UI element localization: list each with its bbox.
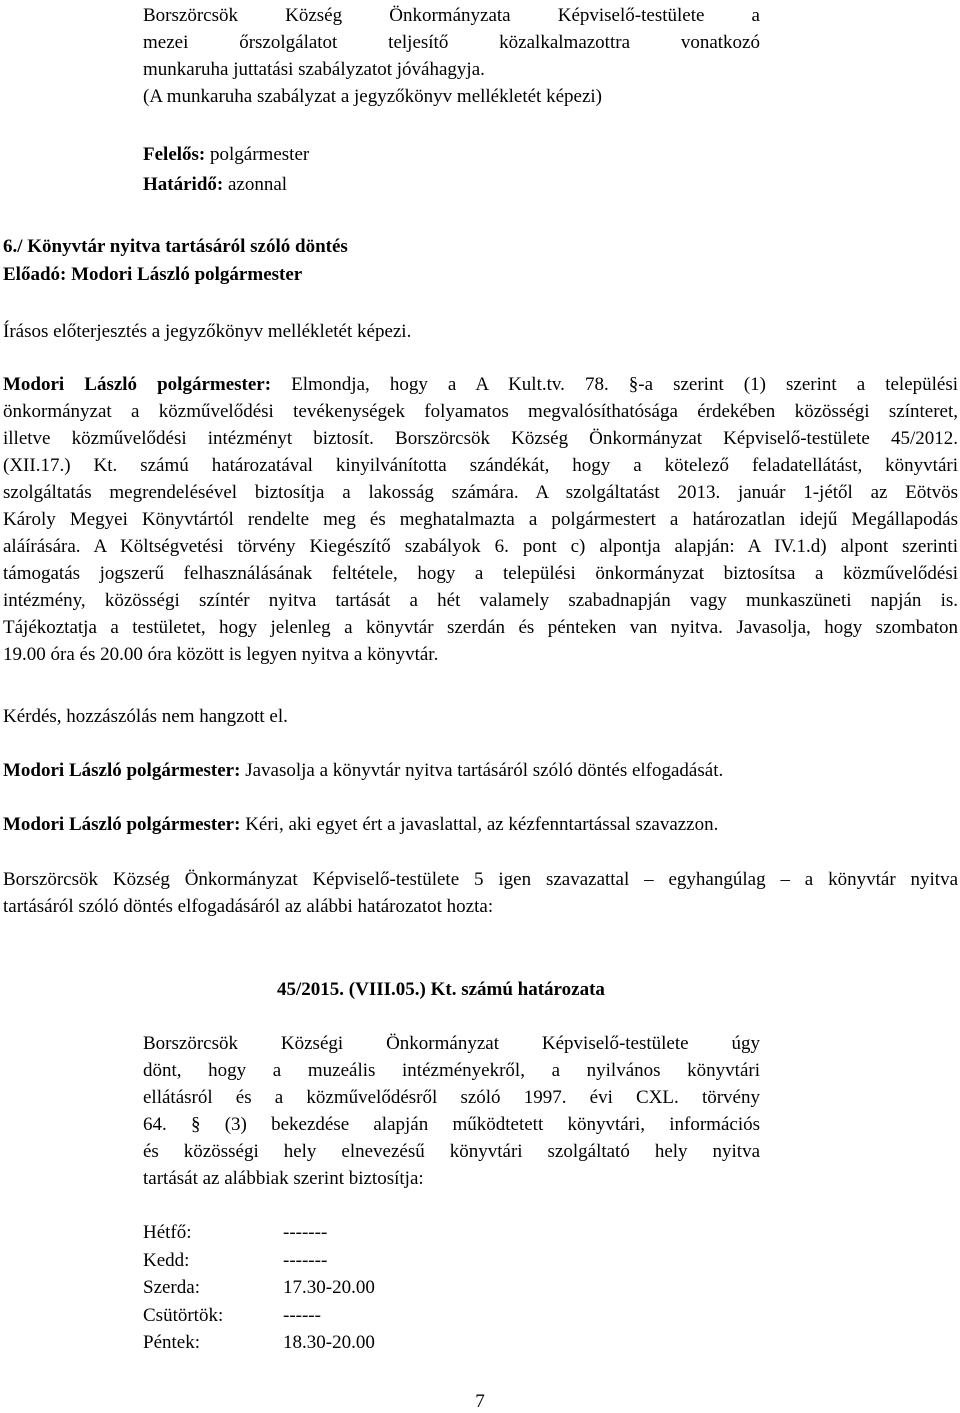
responsible-label: Felelős:: [143, 144, 206, 165]
text-line: illetve közművelődési intézményt biztosít. Borszörcsök Község Önkormányzat Képviselő-testülete 45/2012.: [3, 428, 958, 449]
text-line: aláírására. A Költségvetési törvény Kiegészítő szabályok 6. pont c) alpontja alapján: A IV.1.d) alpont szerinti: [3, 536, 958, 557]
agenda-item-heading: 6./ Könyvtár nyitva tartásáról szóló döntés: [3, 236, 348, 257]
speech-text: Kéri, aki egyet ért a javaslattal, az kézfenntartással szavazzon.: [245, 814, 719, 835]
text-line: szolgáltatás megrendelésével biztosítja a lakosság számára. A szolgáltatást 2013. január 1-jétől az Eötvös: [3, 482, 958, 503]
opening-hours-row: [143, 1219, 375, 1247]
text-line: tartását az alábbiak szerint biztosítja:: [143, 1168, 424, 1189]
day-name: Kedd:: [143, 1249, 190, 1271]
page-number: 7: [475, 1391, 485, 1412]
text-line: Tájékoztatja a testületet, hogy jelenleg a könyvtár szerdán és pénteken van nyitva. Javasolja, hogy szombaton: [3, 617, 958, 638]
day-name: Hétfő:: [143, 1222, 192, 1243]
speech-text: Elmondja, hogy a A Kult.tv. 78. §-a szerint (1) szerint a települési: [291, 374, 959, 395]
text-line: Borszörcsök Község Önkormányzata Képviselő-testülete a: [143, 5, 760, 26]
opening-hours-row: [143, 1247, 375, 1275]
text-line: támogatás jogszerű felhasználásának feltétele, hogy a települési önkormányzat biztosítsa a közművelődési: [3, 563, 958, 584]
opening-time: 17.30-20.00: [283, 1277, 375, 1298]
mayor-vote-call: [3, 811, 718, 838]
text-line: [3, 371, 958, 398]
opening-time: -------: [283, 1249, 328, 1271]
responsible-line: [143, 141, 309, 168]
deadline-label: Határidő:: [143, 174, 224, 195]
text-line: Borszörcsök Községi Önkormányzat Képviselő-testülete úgy: [143, 1033, 760, 1054]
text-line: önkormányzat a közművelődési tevékenységek folyamatos megvalósíthatósága érdekében közösségi színteret,: [3, 401, 958, 422]
text-line: munkaruha juttatási szabályzatot jóváhagyja.: [143, 59, 485, 80]
mayor-speech-paragraph: [3, 371, 958, 668]
opening-time: 18.30-20.00: [283, 1332, 375, 1353]
previous-resolution-text: [143, 2, 760, 110]
speaker-name: Modori László polgármester:: [3, 814, 241, 835]
text-line: tartásáról szóló döntés elfogadásáról az alábbi határozatot hozta:: [3, 896, 494, 917]
responsible-value: polgármester: [210, 144, 310, 165]
resolution-title: 45/2015. (VIII.05.) Kt. számú határozata: [277, 979, 605, 1000]
opening-time: -------: [283, 1222, 328, 1243]
deadline-line: [143, 171, 287, 198]
deadline-value: azonnal: [227, 174, 288, 195]
text-line: Borszörcsök Község Önkormányzat Képviselő-testülete 5 igen szavazattal – egyhangúlag – a könyvtár nyitva: [3, 869, 958, 890]
text-line: (A munkaruha szabályzat a jegyzőkönyv mellékletét képezi): [143, 86, 602, 107]
text-line: (XII.17.) Kt. számú határozatával kinyilvánította szándékát, hogy a kötelező feladatellátást, könyvtári: [3, 455, 958, 476]
opening-hours-row: [143, 1274, 375, 1302]
written-proposal-note: Írásos előterjesztés a jegyzőkönyv mellékletét képezi.: [3, 321, 412, 342]
agenda-presenter: Előadó: Modori László polgármester: [3, 264, 303, 285]
day-name: Péntek:: [143, 1332, 200, 1353]
speaker-name: Modori László polgármester:: [3, 374, 272, 395]
day-name: Szerda:: [143, 1277, 200, 1298]
speech-text: Javasolja a könyvtár nyitva tartásáról szóló döntés elfogadását.: [245, 760, 724, 781]
speaker-name: Modori László polgármester:: [3, 760, 241, 781]
mayor-proposal: [3, 757, 723, 784]
text-line: Károly Megyei Könyvtártól rendelte meg és meghatalmazta a polgármestert a határozatlan idejű Megállapodás: [3, 509, 958, 530]
text-line: ellátásról és a közművelődésről szóló 1997. évi CXL. törvény: [143, 1087, 760, 1108]
opening-time: ------: [283, 1304, 321, 1326]
day-name: Csütörtök:: [143, 1304, 224, 1326]
text-line: és közösségi hely elnevezésű könyvtári szolgáltató hely nyitva: [143, 1141, 760, 1162]
text-line: 64. § (3) bekezdése alapján működtetett könyvtári, információs: [143, 1114, 760, 1135]
no-questions-note: Kérdés, hozzászólás nem hangzott el.: [3, 706, 288, 727]
resolution-text: [143, 1030, 760, 1192]
opening-hours-row: [143, 1302, 375, 1330]
text-line: mezei őrszolgálatot teljesítő közalkalmazottra vonatkozó: [143, 32, 760, 53]
text-line: dönt, hogy a muzeális intézményekről, a nyilvános könyvtári: [143, 1060, 760, 1081]
opening-hours-row: [143, 1329, 375, 1357]
vote-result-paragraph: [3, 866, 958, 920]
text-line: intézmény, közösségi színtér nyitva tartását a hét valamely szabadnapján vagy munkaszüneti napján is.: [3, 590, 958, 611]
opening-hours-list: [143, 1219, 375, 1357]
text-line: 19.00 óra és 20.00 óra között is legyen nyitva a könyvtár.: [3, 644, 439, 665]
